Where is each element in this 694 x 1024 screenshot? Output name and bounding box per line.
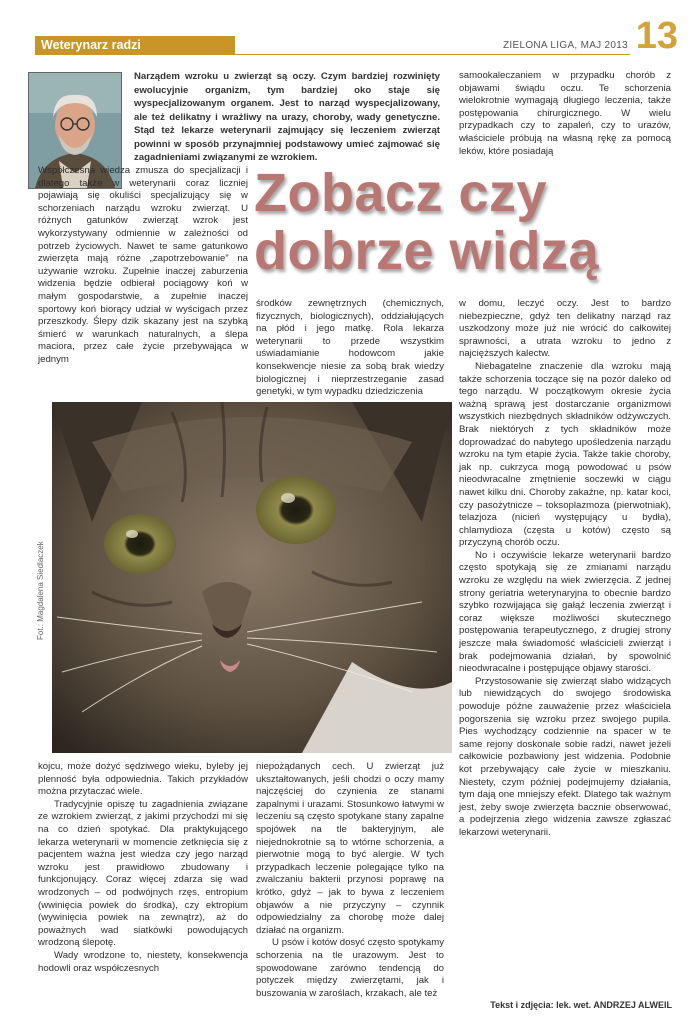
column-1-bottom [38, 761, 248, 975]
paragraph: Przystosowanie się zwierząt słabo widzących lub niewidzących do swojego środowiska powoduje późne zauważenie przez właściciela pogorszenia się wzroku przez swojego pupila. Pies wychodzący codziennie na spacer w te same rejony doskonale sobie radzi, nawet jeżeli całkowicie pozbawiony jest widzenia. Podobnie kot przebywający całe życie w mieszkaniu. Niestety, czym później podejmujemy działania, tym dają one mniejszy efekt. Dlatego tak ważnym jest, żeby swoje zwierzęta bacznie obserwować, a podejrzenia złego widzenia zawsze zgłaszać lekarzowi weterynarii. [459, 675, 671, 838]
page-number: 13 [635, 15, 678, 57]
headline-line-1: Zobacz czy [254, 163, 548, 223]
author-byline: Tekst i zdjęcia: lek. wet. ANDRZEJ ALWEIL [490, 1000, 672, 1010]
paragraph: w domu, leczyć oczy. Jest to bardzo niebezpieczne, gdyż ten delikatny narząd raz uszkodzony może już nie wrócić do całkowitej sprawności, a utrata wzroku to jedno z najcięższych kalectw. [459, 298, 671, 360]
article-headline [254, 164, 654, 280]
paragraph: środków zewnętrznych (chemicznych, fizycznych, biologicznych), oddziałujących na płód i jego matkę. Rola lekarza weterynarii to przede wszystkim uświadamianie hodowcom jakie konsekwencje niesie za sobą brak wiedzy biologicznej i nieprzestrzeganie zasad genetyki, w tym wypadku dziedziczenia [256, 298, 444, 398]
section-tag: Weterynarz radzi [35, 36, 235, 55]
paragraph: Wady wrodzone to, niestety, konsekwencja hodowli oraz współczesnych [38, 949, 248, 974]
paragraph: samookaleczaniem w przypadku chorób z objawami świądu oczu. Te schorzenia wielokrotnie wymagają długiego leczenia, także postępowania chirurgicznego. W wielu przypadkach czy to zapaleń, czy to urazów, właściciele próbują na własną rękę za pomocą leków, które posiadają [459, 70, 671, 157]
paragraph: No i oczywiście lekarze weterynarii bardzo często spotykają się ze zmianami narządu wzroku ze względu na wiek zwierzęcia. Z jednej strony geriatria weterynaryjna to obecnie bardzo szybko rozwijająca się gałąź leczenia zwierząt i coraz większe możliwości skutecznego postępowania terapeutycznego, z drugiej strony jeszcze mała świadomość właścicieli zwierząt i brak podejmowania działań, by spowolnić nieodwracalne i postępujące objawy starości. [459, 549, 671, 675]
photo-credit: Fot.: Magdalena Siedlaczek [36, 541, 45, 640]
paragraph: Współczesna wiedza zmusza do specjalizacji i dlatego także w weterynarii coraz liczniej pojawiają się okuliści specjalizujący się w schorzeniach narządu wzroku zwierząt. U różnych gatunków zwierząt wzrok jest wykorzystywany odmiennie w zależności od potrzeb życiowych. Nawet te same gatunkowo zwierzęta mają różne „zapotrzebowanie” na używanie wzroku. Zupełnie inaczej zaburzenia widzenia będzie odbierał pociągowy koń w małym gospodarstwie, a zupełnie inaczej sportowy koń biorący udział w wyścigach przez przeszkody. Ślepy dzik skazany jest na szybką śmierć w warunkach naturalnych, a ślepa maciora, przez całe życie przebywająca w jednym [38, 165, 248, 365]
paragraph: Niebagatelne znaczenie dla wzroku mają także schorzenia toczące się na pozór daleko od tego narządu. W początkowym okresie życia ważną sprawą jest dostarczanie organizmowi wszystkich niezbędnych składników odżywczych. Brak niektórych z tych składników może doprowadzać do nabytego upośledzenia narządu wzroku na tym etapie życia. Także takie choroby, jak np. cukrzyca mogą powodować u psów nieodwracalne zmętnienie soczewki w ciągu nawet kilku dni. Choroby zakaźne, np. katar koci, czy pasożytnicze – toksoplazmoza (pierwotniak), telazjoza (nicień występujący u bydła), chlamydioza (częsta u kotów) często są przyczyną chorób oczu. [459, 360, 671, 549]
column-2-top [256, 298, 444, 399]
column-1-top [38, 165, 248, 367]
cat-photo [52, 402, 452, 753]
column-2-bottom [256, 761, 444, 1000]
paragraph: Tradycyjnie opiszę tu zagadnienia związane ze wzrokiem zwierząt, z jakimi przychodzi mi się na co dzień spotykać. Dla praktykującego lekarza weterynarii w momencie zetknięcia się z pacjentem ważna jest wiedza czy jego narząd wzroku jest prawidłowo zbudowany i funkcjonujący. Coraz więcej zdarza się wad wrodzonych – od podwójnych rzęs, entropium (wwinięcia powiek do środka), czy ektropium (wywinięcia powiek na zewnątrz), aż do poważnych wad siatkówki powodujących wrodzoną ślepotę. [38, 798, 248, 949]
section-divider [235, 54, 630, 55]
headline-line-2: dobrze widzą [254, 221, 600, 281]
column-3-main [459, 298, 671, 840]
paragraph: niepożądanych cech. U zwierząt już ukształtowanych, jeśli chodzi o oczy mamy najczęściej do czynienia ze stanami zapalnymi i urazami. Stosunkowo łatwymi w leczeniu są często spotykane stany zapalne spojówek na tle bakteryjnym, ale niejednokrotnie są to wtórne schorzenia, a pierwotnie mogą to być alergie. W tych przypadkach leczenie polegające tylko na zwalczaniu bakterii przynosi poprawę na krótko, gdyż – jak to bywa z leczeniem objawów a nie przyczyny – czynnik odpowiedzialny za chorobę może dalej działać na organizm. [256, 761, 444, 936]
column-3-top [459, 70, 671, 158]
article-lead: Narządem wzroku u zwierząt są oczy. Czym bardziej rozwinięty ewolucyjnie organizm, tym bardziej oko staje się wyspecjalizowanym organem. Jest to narząd wyspecjalizowany, ale też delikatny i wrażliwy na urazy, choroby, wady genetyczne. Stąd też lekarze weterynarii zajmujący się leczeniem zwierząt powinni w sposób przynajmniej podstawowy umieć zajmować się zagadnieniami związanymi ze wzrokiem. [134, 71, 440, 163]
publication-info: ZIELONA LIGA, MAJ 2013 [503, 40, 628, 51]
paragraph: U psów i kotów dosyć często spotykamy schorzenia na tle urazowym. Jest to spowodowane zarówno tendencją do potyczek między zwierzętami, jak i buszowania w zaroślach, krzakach, ale też [256, 937, 444, 999]
paragraph: kojcu, może dożyć sędziwego wieku, byleby jej plenność była odpowiednia. Takich przykładów można przytaczać wiele. [38, 761, 248, 798]
